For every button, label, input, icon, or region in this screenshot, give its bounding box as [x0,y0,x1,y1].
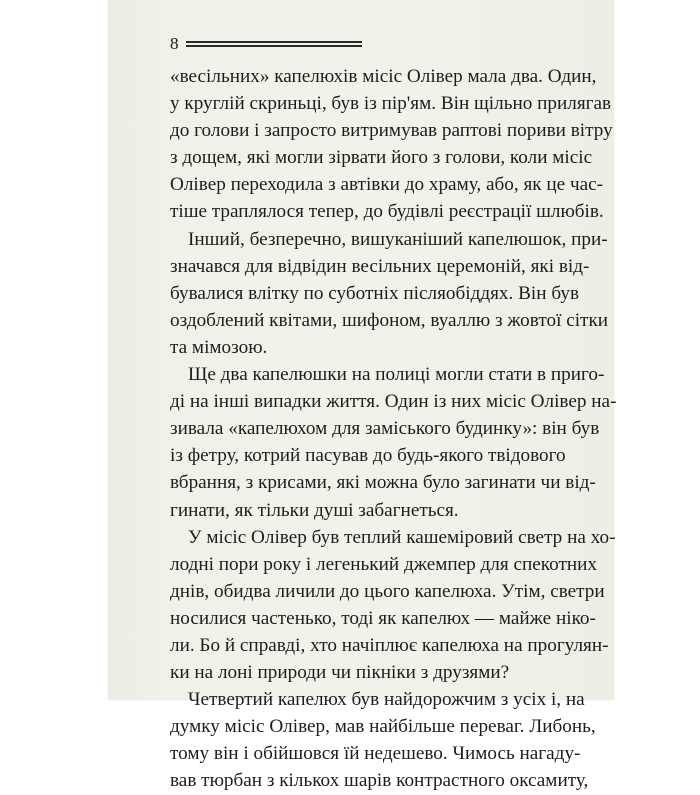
text-line: лодні пори року і легенький джемпер для спекотних [170,553,598,575]
text-line: із фетру, котрий пасував до будь-якого твідового [170,445,566,467]
text-line: та мімозою. [170,336,268,358]
page-number: 8 [170,34,179,53]
text-line: Четвертий капелюх був найдорожчим з усіх і, на [188,689,585,711]
text-line: з дощем, які могли зірвати його з голови, коли місіс [170,147,593,169]
text-line: тіше траплялося тепер, до будівлі реєстрації шлюбів. [170,201,604,223]
text-line: оздоблений квітами, шифоном, вуаллю з жовтої сітки [170,309,609,331]
text-line: у круглій скриньці, був із пір'ям. Він щільно прилягав [170,93,612,115]
text-line: значався для відвідин весільних церемоній, які від- [170,255,590,277]
text-line: Олівер переходила з автівки до храму, або, як це час- [170,174,604,196]
text-line: тому він і обійшовся їй недешево. Чимось нагаду- [170,743,581,765]
text-line: днів, обидва личили до цього капелюха. Утім, светри [170,580,605,602]
text-line: вав тюрбан з кількох шарів контрастного оксамиту, [170,770,589,792]
text-line: ли. Бо й справді, хто начіплює капелюха на прогулян- [170,634,609,656]
text-line: зивала «капелюхом для заміського будинку»: він був [170,418,600,440]
text-line: бувалися влітку по суботніх післяобіддях. Він був [170,282,579,304]
text-line: Ще два капелюшки на полиці могли стати в приго- [188,364,605,386]
text-line: думку місіс Олівер, мав найбільше переваг. Либонь, [170,716,596,738]
text-line: У місіс Олівер був теплий кашеміровий светр на хо- [188,526,616,548]
text-line: ки на лоні природи чи пікніки з друзями? [170,662,510,684]
body-text [170,63,617,795]
text-line: до голови і запросто витримував раптові пориви вітру [170,120,613,142]
header-rule [186,40,362,48]
text-line: носилися частенько, тоді як капелюх — майже ніко- [170,607,596,629]
text-line: вбрання, з крисами, які можна було загинати чи від- [170,472,596,494]
text-line: Інший, безперечно, вишуканіший капелюшок, при- [188,228,608,250]
text-line: гинати, як тільки душі забагнеться. [170,499,459,521]
text-line: «весільних» капелюхів місіс Олівер мала два. Один, [170,66,597,87]
text-line: ді на інші випадки життя. Один із них місіс Олівер на- [170,391,617,413]
page-header [170,36,370,52]
